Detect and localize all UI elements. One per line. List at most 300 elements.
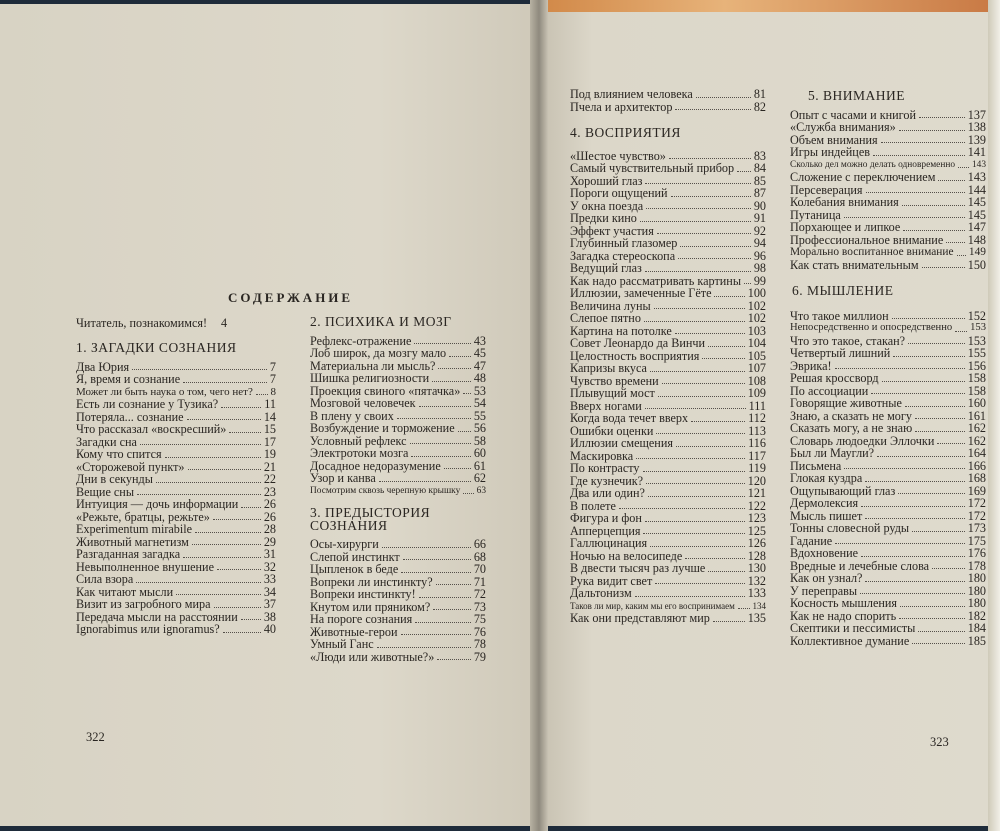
leader-dots — [937, 443, 964, 444]
toc-entry — [76, 473, 276, 486]
toc-entry — [570, 287, 766, 300]
entry-title: Апперцепция — [570, 523, 641, 538]
leader-dots — [444, 468, 471, 469]
leader-dots — [437, 659, 471, 660]
entry-title: Я, время и сознание — [76, 372, 181, 386]
toc-entry — [310, 472, 486, 485]
leader-dots — [463, 493, 473, 494]
leader-dots — [636, 458, 745, 459]
entry-title: Объем внимания — [790, 132, 878, 147]
leader-dots — [646, 483, 745, 484]
toc-entry — [310, 347, 486, 360]
entry-title: Ошибки оценки — [570, 423, 654, 438]
entry-page: 4 — [221, 316, 228, 330]
entry-page: 112 — [748, 411, 766, 425]
entry-page: 134 — [752, 600, 766, 611]
entry-page: 109 — [747, 386, 766, 400]
leader-dots — [241, 619, 261, 620]
entry-title: Лоб широк, да мозгу мало — [310, 346, 447, 360]
entry-page: 128 — [747, 548, 766, 563]
toc-entry — [790, 171, 986, 184]
entry-page: 111 — [748, 398, 766, 413]
toc-entry — [790, 121, 986, 134]
entry-page: 61 — [473, 458, 486, 473]
entry-page: 139 — [967, 132, 986, 147]
entry-title: Иллюзии смещения — [570, 436, 673, 450]
entry-page: 147 — [967, 220, 986, 234]
entry-title: Целостность восприятия — [570, 348, 700, 363]
entry-page: 156 — [967, 358, 986, 373]
leader-dots — [221, 407, 261, 408]
entry-title: Мысль пишет — [790, 508, 863, 523]
toc-entry — [310, 397, 486, 410]
entry-page: 26 — [263, 497, 276, 511]
entry-title: Пчела и архитектор — [570, 99, 673, 114]
leader-dots — [643, 471, 746, 472]
entry-page: 149 — [968, 246, 986, 258]
entry-page: 21 — [263, 459, 276, 474]
toc-entry — [570, 337, 766, 350]
entry-title: Есть ли сознание у Тузика? — [76, 397, 219, 411]
entry-page: 143 — [967, 170, 986, 184]
entry-page: 148 — [967, 232, 986, 247]
toc-entry — [570, 562, 766, 575]
entry-page: 53 — [473, 383, 486, 398]
entry-title: Невыполненное внушение — [76, 559, 214, 574]
toc-entry — [310, 485, 486, 498]
entry-title: Вопреки инстинкту! — [310, 587, 416, 601]
entry-title: Проекция свиного «пятачка» — [310, 383, 461, 398]
toc-entry — [570, 312, 766, 325]
toc-entry — [570, 487, 766, 500]
entry-title: Как он узнал? — [790, 571, 863, 585]
toc-entry — [790, 447, 986, 460]
entry-title: Электротоки мозга — [310, 446, 409, 460]
entry-title: Путаница — [790, 207, 841, 222]
entry-title: Хороший глаз — [570, 173, 643, 188]
toc-list — [76, 361, 276, 636]
toc-entry — [790, 572, 986, 585]
entry-page: 22 — [263, 472, 276, 486]
entry-page: 75 — [473, 612, 486, 626]
leader-dots — [645, 271, 751, 272]
entry-title: Разгаданная загадка — [76, 547, 181, 561]
entry-title: Что это такое, стакан? — [790, 333, 906, 348]
toc-entry — [790, 622, 986, 635]
leader-dots — [137, 494, 261, 495]
entry-page: 104 — [747, 336, 766, 350]
entry-page: 153 — [967, 333, 986, 348]
entry-page: 60 — [473, 446, 486, 460]
leader-dots — [640, 221, 751, 222]
entry-page: 172 — [967, 508, 986, 523]
entry-page: 70 — [473, 562, 486, 576]
leader-dots — [213, 519, 261, 520]
leader-dots — [432, 381, 471, 382]
leader-dots — [946, 242, 964, 243]
leader-dots — [696, 97, 751, 98]
leader-dots — [183, 382, 267, 383]
entry-title: Морально воспитанное внимание — [790, 246, 954, 258]
toc-entry — [790, 322, 986, 335]
entry-title: Четвертый лишний — [790, 346, 891, 360]
leader-dots — [912, 531, 965, 532]
entry-title: Галлюцинация — [570, 536, 648, 550]
entry-page: 120 — [747, 473, 766, 488]
entry-page: 108 — [747, 373, 766, 388]
entry-page: 7 — [269, 372, 276, 386]
leader-dots — [899, 130, 965, 131]
leader-dots — [256, 394, 268, 395]
entry-title: Посмотрим сквозь черепную крышку — [310, 485, 461, 496]
entry-page: 166 — [967, 458, 986, 473]
entry-title: В плену у своих — [310, 408, 394, 423]
entry-title: Кому что спится — [76, 447, 162, 461]
entry-title: Ignorabimus или ignoramus? — [76, 622, 220, 636]
entry-page: 126 — [747, 536, 766, 550]
entry-title: «Шестое чувство» — [570, 148, 666, 163]
entry-title: Таков ли мир, каким мы его воспринимаем — [570, 600, 735, 611]
leader-dots — [377, 647, 471, 648]
entry-page: 180 — [967, 583, 986, 598]
entry-title: Как они представляют мир — [570, 611, 710, 625]
toc-entry — [790, 547, 986, 560]
leader-dots — [915, 431, 965, 432]
entry-page: 62 — [473, 471, 486, 485]
toc-list — [570, 88, 766, 113]
leader-dots — [835, 368, 965, 369]
entry-title: Маскировка — [570, 448, 634, 463]
leader-dots — [865, 518, 964, 519]
entry-page: 145 — [967, 207, 986, 222]
toc-entry — [310, 538, 486, 551]
entry-title: Под влиянием человека — [570, 87, 693, 101]
entry-page: 103 — [747, 323, 766, 338]
leader-dots — [658, 396, 745, 397]
entry-page: 90 — [753, 198, 766, 213]
toc-entry — [310, 422, 486, 435]
toc-entry — [76, 598, 276, 611]
entry-title: Вещие сны — [76, 484, 135, 499]
entry-page: 43 — [473, 333, 486, 348]
entry-page: 96 — [753, 248, 766, 263]
entry-title: Картина на потолке — [570, 323, 672, 338]
toc-entry — [790, 234, 986, 247]
leader-dots — [635, 596, 745, 597]
toc-entry — [76, 423, 276, 436]
leader-dots — [893, 356, 964, 357]
toc-entry — [310, 638, 486, 651]
entry-title: Знаю, а сказать не могу — [790, 408, 912, 423]
leader-dots — [645, 183, 750, 184]
entry-page: 121 — [747, 486, 766, 500]
entry-title: Узор и канва — [310, 471, 376, 485]
page-number-left: 322 — [86, 730, 105, 744]
entry-page: 137 — [967, 107, 986, 122]
leader-dots — [932, 568, 965, 569]
toc-entry — [570, 88, 766, 101]
toc-entry — [570, 212, 766, 225]
leader-dots — [165, 457, 261, 458]
entry-page: 76 — [473, 624, 486, 639]
entry-page: 73 — [473, 599, 486, 614]
entry-title: Досадное недоразумение — [310, 458, 441, 473]
entry-title: Плывущий мост — [570, 386, 655, 400]
entry-page: 180 — [967, 571, 986, 585]
entry-title: Что такое миллион — [790, 308, 889, 323]
entry-page: 135 — [747, 611, 766, 625]
leader-dots — [463, 393, 471, 394]
toc-entry — [790, 259, 986, 272]
entry-title: Сказать могу, а не знаю — [790, 421, 913, 435]
entry-title: Эффект участия — [570, 223, 654, 238]
section-heading: 3. ПРЕДЫСТОРИЯ СОЗНАНИЯ — [310, 505, 431, 533]
leader-dots — [183, 557, 261, 558]
entry-page: 172 — [967, 496, 986, 510]
toc-entry — [570, 387, 766, 400]
entry-page: 119 — [748, 461, 766, 475]
toc-entry — [790, 246, 986, 259]
entry-title: У окна поезда — [570, 198, 644, 213]
entry-title: Косность мышления — [790, 596, 898, 610]
section-heading: 6. МЫШЛЕНИЕ — [792, 283, 894, 298]
entry-title: Капризы вкуса — [570, 361, 647, 375]
leader-dots — [223, 632, 261, 633]
book-cover-edge — [548, 0, 990, 12]
leader-dots — [671, 196, 751, 197]
leader-dots — [957, 255, 966, 256]
entry-title: На пороге сознания — [310, 612, 413, 626]
leader-dots — [241, 507, 261, 508]
toc-entry — [76, 548, 276, 561]
entry-page: 162 — [967, 421, 986, 435]
entry-title: Порхающее и липкое — [790, 220, 901, 234]
leader-dots — [835, 543, 965, 544]
entry-page: 7 — [269, 359, 276, 374]
entry-page: 37 — [263, 597, 276, 611]
leader-dots — [643, 533, 744, 534]
leader-dots — [415, 622, 471, 623]
toc-entry — [790, 522, 986, 535]
entry-page: 14 — [263, 409, 276, 424]
leader-dots — [881, 142, 965, 143]
toc-entry — [790, 472, 986, 485]
entry-page: 164 — [967, 446, 986, 460]
entry-title: Материальна ли мысль? — [310, 358, 436, 373]
leader-dots — [401, 572, 471, 573]
entry-title: Условный рефлекс — [310, 433, 407, 448]
leader-dots — [844, 468, 964, 469]
entry-page: 185 — [967, 633, 986, 648]
leader-dots — [214, 607, 261, 608]
entry-title: Цыпленок в беде — [310, 562, 399, 576]
leader-dots — [657, 233, 751, 234]
entry-page: 161 — [967, 408, 986, 423]
leader-dots — [217, 569, 261, 570]
leader-dots — [403, 559, 471, 560]
entry-page: 29 — [263, 534, 276, 549]
leader-dots — [900, 606, 965, 607]
entry-title: По ассоциации — [790, 383, 869, 398]
leader-dots — [882, 381, 965, 382]
leader-dots — [436, 584, 471, 585]
toc-entry — [310, 372, 486, 385]
leader-dots — [188, 469, 261, 470]
leader-dots — [675, 109, 750, 110]
entry-title: Животный магнетизм — [76, 534, 189, 549]
leader-dots — [908, 343, 965, 344]
toc-entry — [570, 262, 766, 275]
toc-entry — [790, 372, 986, 385]
leader-dots — [691, 421, 745, 422]
entry-page: 17 — [263, 434, 276, 449]
toc-column-3 — [570, 88, 766, 625]
entry-title: Животные-герои — [310, 624, 398, 639]
toc-entry — [790, 196, 986, 209]
leader-dots — [433, 609, 471, 610]
toc-column-4 — [790, 90, 986, 647]
entry-title: Ночью на велосипеде — [570, 548, 683, 563]
entry-title: Сложение с переключением — [790, 170, 936, 184]
leader-dots — [411, 456, 470, 457]
entry-title: Совет Леонардо да Винчи — [570, 336, 706, 350]
toc-entry — [790, 221, 986, 234]
page-number-right: 323 — [930, 735, 949, 749]
entry-page: 144 — [967, 182, 986, 197]
leader-dots — [650, 371, 745, 372]
entry-page: 116 — [748, 436, 766, 450]
leader-dots — [958, 167, 969, 168]
entry-page: 180 — [967, 596, 986, 610]
leader-dots — [744, 283, 751, 284]
entry-title: Фигура и фон — [570, 511, 642, 525]
toc-entry — [790, 597, 986, 610]
entry-page: 99 — [753, 273, 766, 288]
entry-title: Вверх ногами — [570, 398, 642, 413]
leader-dots — [397, 418, 471, 419]
entry-page: 40 — [263, 622, 276, 636]
toc-entry — [76, 523, 276, 536]
toc-entry — [790, 146, 986, 159]
entry-page: 32 — [263, 559, 276, 574]
entry-title: Сила взора — [76, 572, 134, 586]
entry-title: Дни в секунды — [76, 472, 153, 486]
leader-dots — [865, 581, 964, 582]
entry-title: Как надо рассматривать картины — [570, 273, 742, 288]
toc-entry — [310, 447, 486, 460]
entry-page: 63 — [476, 485, 486, 496]
entry-page: 91 — [753, 211, 766, 225]
leader-dots — [713, 621, 745, 622]
entry-page: 58 — [473, 433, 486, 448]
toc-entry — [310, 613, 486, 626]
entry-title: Опыт с часами и книгой — [790, 107, 916, 122]
leader-dots — [662, 383, 745, 384]
entry-page: 11 — [264, 397, 276, 411]
entry-title: Где кузнечик? — [570, 473, 644, 488]
leader-dots — [938, 180, 964, 181]
entry-page: 26 — [263, 509, 276, 524]
entry-page: 122 — [747, 498, 766, 513]
leader-dots — [685, 558, 744, 559]
entry-page: 132 — [747, 573, 766, 588]
entry-page: 153 — [970, 322, 986, 333]
leader-dots — [656, 433, 745, 434]
leader-dots — [648, 496, 745, 497]
entry-title: Глокая куздра — [790, 471, 863, 485]
entry-title: Experimentum mirabile — [76, 522, 193, 536]
entry-title: В двести тысяч раз лучше — [570, 561, 706, 575]
entry-page: 113 — [748, 423, 766, 438]
entry-title: Гадание — [790, 533, 833, 548]
entry-title: Ощупывающий глаз — [790, 483, 896, 498]
section-heading: 4. ВОСПРИЯТИЯ — [570, 125, 681, 140]
entry-title: Дермолексия — [790, 496, 859, 510]
leader-dots — [866, 192, 965, 193]
entry-page: 92 — [753, 223, 766, 238]
entry-page: 38 — [263, 609, 276, 624]
toc-entry — [570, 412, 766, 425]
entry-page: 178 — [967, 558, 986, 573]
leader-dots — [860, 593, 965, 594]
entry-title: Возбуждение и торможение — [310, 421, 455, 435]
entry-page: 150 — [967, 257, 986, 272]
toc-list — [570, 150, 766, 625]
entry-title: Слепой инстинкт — [310, 549, 400, 564]
entry-title: Шишка религиозности — [310, 371, 430, 385]
leader-dots — [899, 618, 965, 619]
leader-dots — [861, 556, 965, 557]
leader-dots — [844, 217, 965, 218]
leader-dots — [132, 369, 267, 370]
entry-page: 34 — [263, 584, 276, 599]
entry-title: Тонны словесной руды — [790, 521, 910, 535]
toc-entry — [76, 498, 276, 511]
entry-title: Потеряла... сознание — [76, 409, 184, 424]
intro-entry — [76, 316, 272, 331]
toc-entry — [76, 573, 276, 586]
entry-page: 28 — [263, 522, 276, 536]
entry-title: Рефлекс-отражение — [310, 333, 412, 348]
leader-dots — [898, 493, 964, 494]
contents-title: СОДЕРЖАНИЕ — [228, 290, 354, 305]
leader-dots — [873, 155, 965, 156]
entry-title: «Люди или животные?» — [310, 649, 435, 664]
leader-dots — [702, 358, 744, 359]
leader-dots — [140, 444, 261, 445]
toc-list — [790, 109, 986, 272]
entry-title: Пороги ощущений — [570, 186, 668, 200]
entry-page: 117 — [748, 448, 766, 463]
toc-entry — [76, 448, 276, 461]
entry-page: 85 — [753, 173, 766, 188]
entry-title: Непосредственно и опосредственно — [790, 322, 953, 333]
page-edges — [988, 0, 1000, 831]
entry-page: 141 — [967, 145, 986, 159]
entry-page: 82 — [753, 99, 766, 114]
leader-dots — [918, 631, 964, 632]
entry-page: 133 — [747, 586, 766, 600]
leader-dots — [645, 521, 745, 522]
entry-page: 94 — [753, 236, 766, 250]
entry-page: 100 — [747, 286, 766, 300]
entry-title: Профессиональное внимание — [790, 232, 944, 247]
entry-title: Величина луны — [570, 298, 651, 313]
entry-page: 169 — [967, 483, 986, 498]
toc-entry — [76, 623, 276, 636]
leader-dots — [458, 431, 471, 432]
entry-page: 102 — [747, 311, 766, 325]
